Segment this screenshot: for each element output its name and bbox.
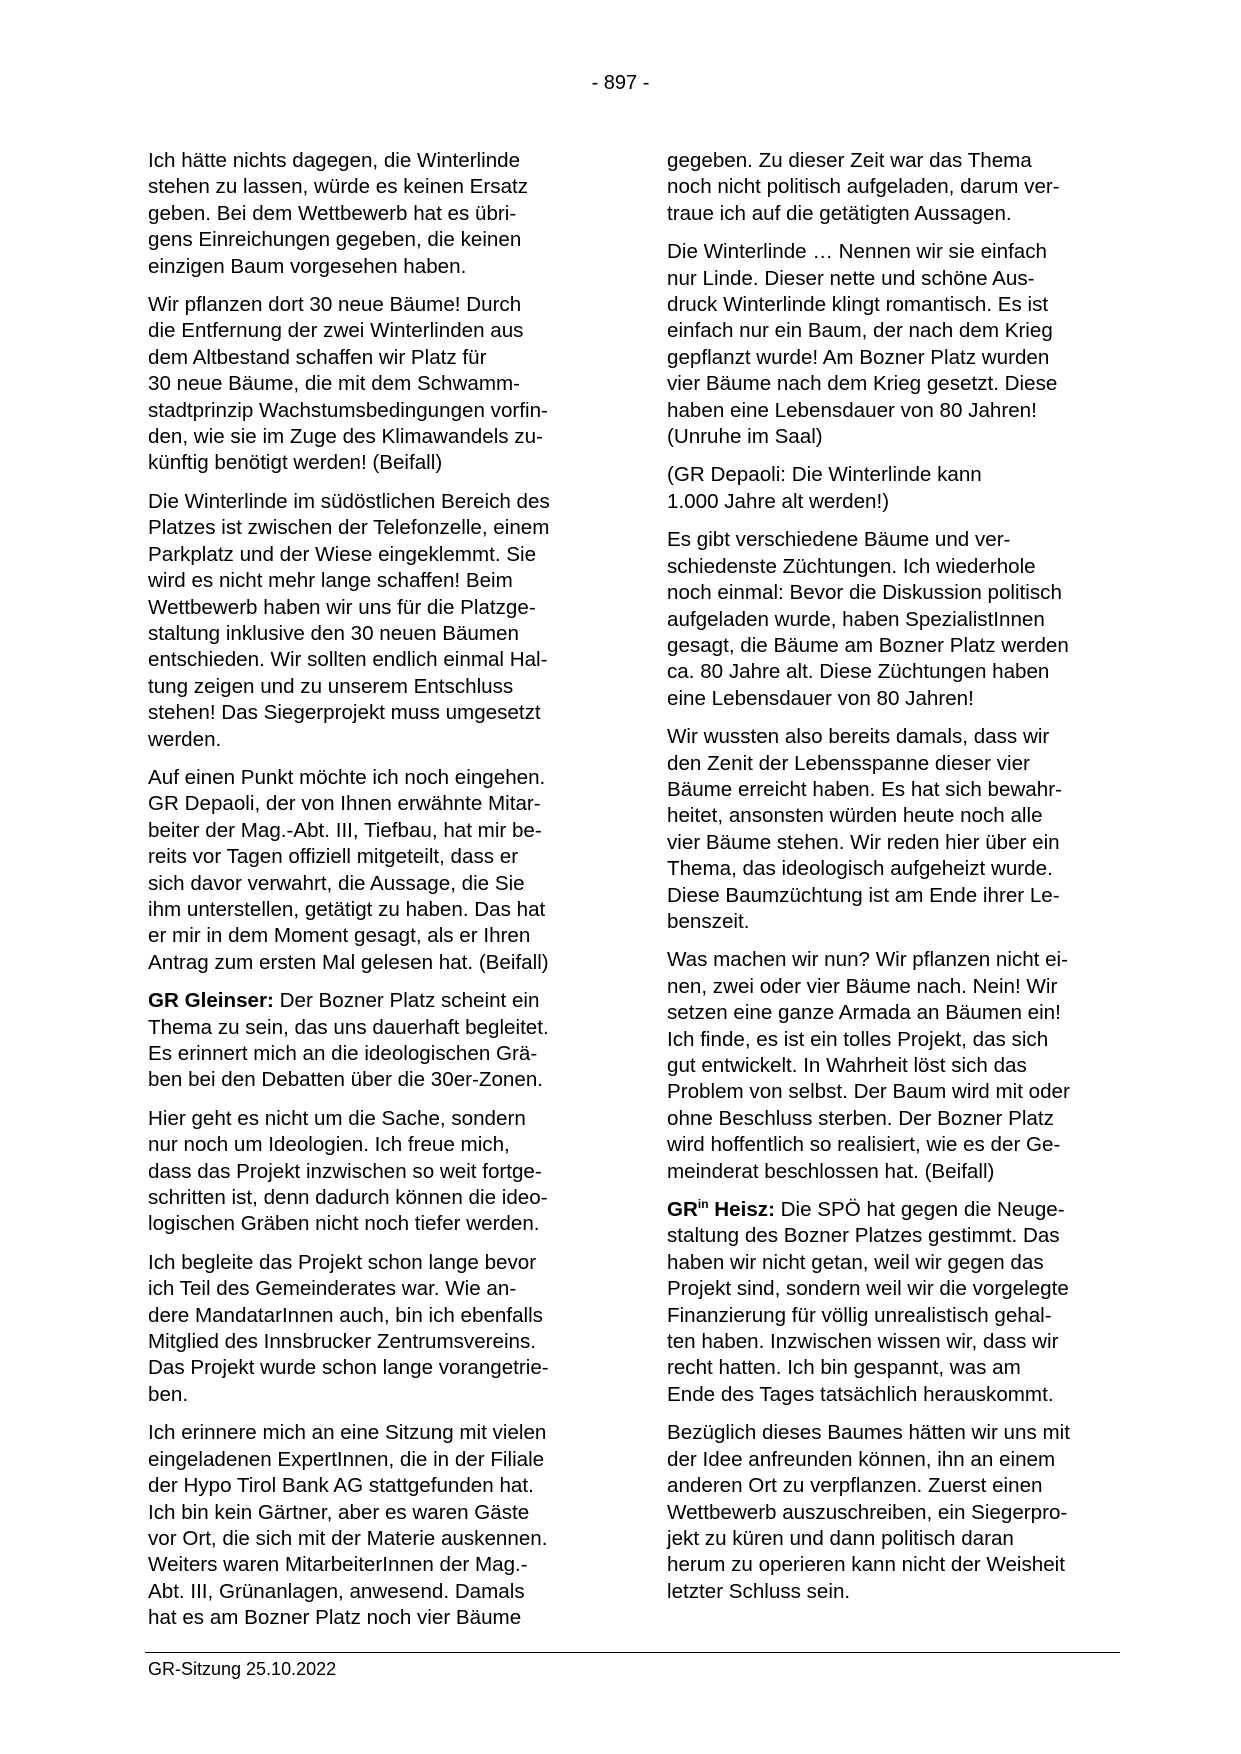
- paragraph: Wir pflanzen dort 30 neue Bäume! Durch die Entfernung der zwei Winterlinden aus dem Altbestand schaffen wir Platz für 30 neue Bäume, die mit dem Schwamm- stadtprinzip Wachstumsbedingungen vorfin- den, wie sie im Zuge des Klimawandels zu- künftig benötigt werden! (Beifall): [148, 293, 548, 475]
- paragraph: Wir wussten also bereits damals, dass wir den Zenit der Lebensspanne dieser vier Bäume erreicht haben. Es hat sich bewahr- heitet, ansonsten würden heute noch alle vier Bäume stehen. Wir reden hier über ein Thema, das ideologisch aufgeheizt wurde. Diese Baumzüchtung ist am Ende ihrer Le- benszeit.: [667, 725, 1062, 933]
- speaker-paragraph: [667, 1197, 1119, 1408]
- page-number: - 897 -: [591, 72, 650, 94]
- paragraph: Bezüglich dieses Baumes hätten wir uns mit der Idee anfreunden können, ihn an einem anderen Ort zu verpflanzen. Zuerst einen Wettbewerb auszuschreiben, ein Siegerpro- jekt zu küren und dann politisch daran herum zu operieren kann nicht der Weisheit letzter Schluss sein.: [667, 1421, 1070, 1603]
- paragraph: Hier geht es nicht um die Sache, sondern nur noch um Ideologien. Ich freue mich, dass das Projekt inzwischen so weit fortge- schritten ist, denn dadurch können die ideo- logischen Gräben nicht noch tiefer werden.: [148, 1106, 548, 1236]
- speech-text: Die SPÖ hat gegen die Neuge- staltung des Bozner Platzes gestimmt. Das haben wir nicht getan, weil wir gegen das Projekt sind, sondern weil wir die vorgelegte Finanzierung für völlig unrealistisch gehal- ten haben. Inzwischen wissen wir, dass wir recht hatten. Ich bin gespannt, was am Ende des Tages tatsächlich herauskommt.: [667, 1198, 1069, 1406]
- speaker-title-superscript: in: [697, 1197, 709, 1212]
- left-column: [148, 148, 600, 1644]
- speaker-surname: Heisz:: [708, 1198, 775, 1222]
- right-column: [667, 148, 1119, 1617]
- paragraph: Auf einen Punkt möchte ich noch eingehen. GR Depaoli, der von Ihnen erwähnte Mitar- beiter der Mag.-Abt. III, Tiefbau, hat mir be- reits vor Tagen offiziell mitgeteilt, dass er sich davor verwahrt, die Aussage, die Sie ihm unterstellen, getätigt zu haben. Das hat er mir in dem Moment gesagt, als er Ihren Antrag zum ersten Mal gelesen hat. (Beifall): [148, 765, 549, 974]
- paragraph: Ich erinnere mich an eine Sitzung mit vielen eingeladenen ExpertInnen, die in der Filiale der Hypo Tirol Bank AG stattgefunden hat. Ich bin kein Gärtner, aber es waren Gäste vor Ort, die sich mit der Materie auskennen. Weiters waren MitarbeiterInnen der Mag.- Abt. III, Grünanlagen, anwesend. Damals hat es am Bozner Platz noch vier Bäume: [148, 1421, 548, 1630]
- paragraph: gegeben. Zu dieser Zeit war das Thema noch nicht politisch aufgeladen, darum ver- traue ich auf die getätigten Aussagen.: [667, 149, 1060, 225]
- speech-text: Der Bozner Platz scheint ein Thema zu sein, das uns dauerhaft begleitet. Es erinnert mich an die ideologischen Grä- ben bei den Debatten über die 30er-Zonen.: [148, 989, 549, 1092]
- paragraph: (GR Depaoli: Die Winterlinde kann 1.000 Jahre alt werden!): [667, 463, 982, 513]
- speaker-name: [667, 1198, 775, 1221]
- paragraph: Was machen wir nun? Wir pflanzen nicht ei- nen, zwei oder vier Bäume nach. Nein! Wir setzen eine ganze Armada an Bäumen ein! Ich finde, es ist ein tolles Projekt, das sich gut entwickelt. In Wahrheit löst sich das Problem von selbst. Der Baum wird mit oder ohne Beschluss sterben. Der Bozner Platz wird hoffentlich so realisiert, wie es der Ge- meinderat beschlossen hat. (Beifall): [667, 948, 1070, 1183]
- footer-divider: [145, 1652, 1120, 1653]
- paragraph: Die Winterlinde im südöstlichen Bereich des Platzes ist zwischen der Telefonzelle, einem Parkplatz und der Wiese eingeklemmt. Sie wird es nicht mehr lange schaffen! Beim Wettbewerb haben wir uns für die Platzge- staltung inklusive den 30 neuen Bäumen entschieden. Wir sollten endlich einmal Hal- tung zeigen und zu unserem Entschluss stehen! Das Siegerprojekt muss umgesetzt werden.: [148, 489, 550, 751]
- paragraph: Es gibt verschiedene Bäume und ver- schiedenste Züchtungen. Ich wiederhole noch einmal: Bevor die Diskussion politisch aufgeladen wurde, haben SpezialistInnen gesagt, die Bäume am Bozner Platz werden ca. 80 Jahre alt. Diese Züchtungen haben eine Lebensdauer von 80 Jahren!: [667, 528, 1069, 710]
- paragraph: Ich begleite das Projekt schon lange bevor ich Teil des Gemeinderates war. Wie an- dere MandatarInnen auch, bin ich ebenfalls Mitglied des Innsbrucker Zentrumsvereins. Das Projekt wurde schon lange vorangetrie- ben.: [148, 1250, 549, 1406]
- footer-session-date: GR-Sitzung 25.10.2022: [148, 1659, 337, 1679]
- speaker-name: GR Gleinser:: [148, 989, 274, 1013]
- paragraph: Die Winterlinde … Nennen wir sie einfach nur Linde. Dieser nette und schöne Aus- druck Winterlinde klingt romantisch. Es ist einfach nur ein Baum, der nach dem Krieg gepflanzt wurde! Am Bozner Platz wurden vier Bäume nach dem Krieg gesetzt. Diese haben eine Lebensdauer von 80 Jahren! (Unruhe im Saal): [667, 240, 1058, 449]
- paragraph: Ich hätte nichts dagegen, die Winterlinde stehen zu lassen, würde es keinen Ersatz geben. Bei dem Wettbewerb hat es übri- gens Einreichungen gegeben, die keinen einzigen Baum vorgesehen haben.: [148, 149, 529, 278]
- speaker-title: GR: [667, 1198, 698, 1222]
- speaker-paragraph: [148, 988, 600, 1094]
